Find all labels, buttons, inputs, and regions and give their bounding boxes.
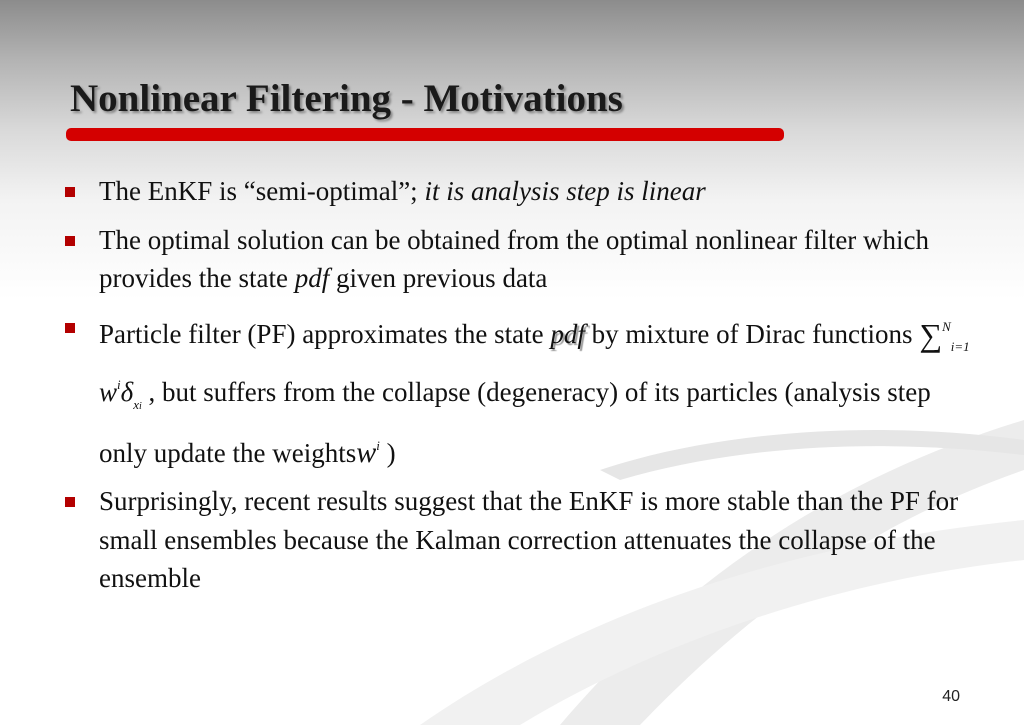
bullet-text-italic: it is analysis step is linear [424, 176, 706, 206]
bullet-text: Particle filter (PF) approximates the state [99, 318, 551, 349]
square-bullet-icon [65, 187, 75, 197]
bullet-item [60, 308, 980, 473]
square-bullet-icon [65, 497, 75, 507]
square-bullet-icon [65, 236, 75, 246]
bullet-text-italic: pdf [550, 318, 585, 349]
weight-symbol: w [356, 435, 377, 469]
bullet-list [60, 172, 980, 608]
bullet-text: Surprisingly, recent results suggest that the EnKF is more stable than the PF for small ensembles because the Kalman correction attenuates the collapse of the ensemble [99, 486, 959, 593]
square-bullet-icon [65, 323, 75, 333]
bullet-item [60, 172, 980, 211]
weight-superscript: i [376, 437, 380, 453]
page-number: 40 [942, 688, 960, 705]
bullet-text: The EnKF is “semi-optimal”; [99, 176, 425, 206]
bullet-text: given previous data [329, 263, 548, 293]
bullet-text-italic: pdf [294, 263, 330, 293]
bullet-item [60, 221, 980, 298]
bullet-text: by mixture of Dirac functions [584, 318, 920, 349]
bullet-text: ) [379, 437, 396, 468]
bullet-text: The optimal solution can be obtained from the optimal nonlinear filter which provides the state [99, 224, 930, 293]
bullet-item [60, 482, 980, 598]
title-underline-bar [66, 128, 784, 141]
dirac-mixture-formula: ∑$^N_{i=1}$ $w^i\delta_{xi}$ , [99, 316, 970, 412]
slide-title: Nonlinear Filtering - Motivations [70, 77, 623, 120]
bullet-text: but suffers from the collapse (degeneracy) of its particles (analysis step only update the weights [99, 377, 931, 468]
